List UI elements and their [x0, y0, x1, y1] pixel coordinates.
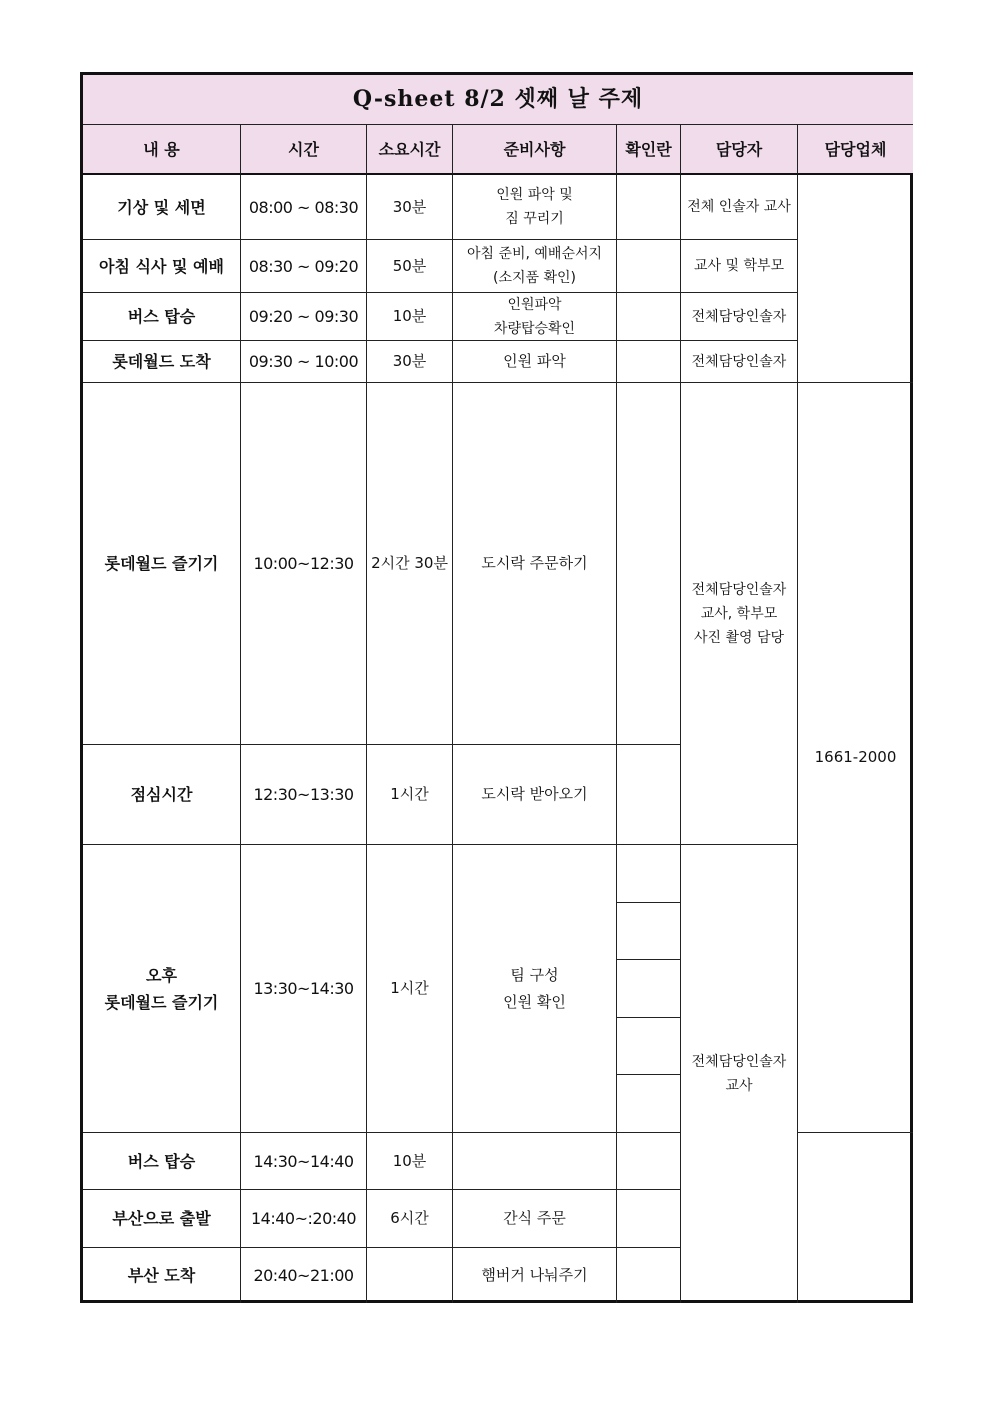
check-cell[interactable]: [617, 293, 681, 341]
vendor-cell: 1661-2000: [798, 383, 913, 1133]
staff-cell: 전체담당인솔자: [681, 293, 798, 341]
time-cell: 12:30~13:30: [241, 745, 367, 845]
staff-cell-group: 전체담당인솔자 교사: [681, 845, 798, 1303]
vendor-cell-empty: [798, 175, 913, 383]
staff-cell: 전체 인솔자 교사: [681, 175, 798, 240]
duration-cell: [367, 1248, 453, 1303]
header-prep: 준비사항: [453, 125, 617, 175]
check-cell[interactable]: [617, 175, 681, 240]
activity-cell: 버스 탑승: [83, 1133, 241, 1190]
check-cell[interactable]: [617, 240, 681, 293]
activity-cell: 롯데월드 즐기기: [83, 383, 241, 745]
header-staff: 담당자: [681, 125, 798, 175]
check-cell[interactable]: [617, 341, 681, 383]
vendor-cell-empty: [798, 1133, 913, 1303]
prep-cell: 인원 파악: [453, 341, 617, 383]
activity-cell: 기상 및 세면: [83, 175, 241, 240]
header-vendor: 담당업체: [798, 125, 913, 175]
duration-cell: 30분: [367, 175, 453, 240]
time-cell: 10:00~12:30: [241, 383, 367, 745]
header-activity: 내 용: [83, 125, 241, 175]
time-cell: 08:00 ~ 08:30: [241, 175, 367, 240]
activity-cell: 오후 롯데월드 즐기기: [83, 845, 241, 1133]
check-cell[interactable]: [617, 1018, 681, 1076]
activity-cell: 롯데월드 도착: [83, 341, 241, 383]
time-cell: 14:30~14:40: [241, 1133, 367, 1190]
activity-cell: 아침 식사 및 예배: [83, 240, 241, 293]
staff-cell: 교사 및 학부모: [681, 240, 798, 293]
duration-cell: 6시간: [367, 1190, 453, 1248]
check-cell[interactable]: [617, 745, 681, 845]
header-check: 확인란: [617, 125, 681, 175]
duration-cell: 2시간 30분: [367, 383, 453, 745]
sheet-title: Q-sheet 8/2 셋째 날 주제: [83, 75, 913, 125]
staff-cell-group: 전체담당인솔자 교사, 학부모 사진 촬영 담당: [681, 383, 798, 845]
time-cell: 14:40~:20:40: [241, 1190, 367, 1248]
prep-cell: 간식 주문: [453, 1190, 617, 1248]
check-cell[interactable]: [617, 960, 681, 1018]
check-cell[interactable]: [617, 903, 681, 961]
duration-cell: 30분: [367, 341, 453, 383]
duration-cell: 10분: [367, 293, 453, 341]
activity-cell: 버스 탑승: [83, 293, 241, 341]
check-cell[interactable]: [617, 383, 681, 745]
check-cell[interactable]: [617, 1190, 681, 1248]
time-cell: 20:40~21:00: [241, 1248, 367, 1303]
prep-cell: 인원파악 차량탑승확인: [453, 293, 617, 341]
prep-cell: 아침 준비, 예배순서지 (소지품 확인): [453, 240, 617, 293]
prep-cell: 도시락 받아오기: [453, 745, 617, 845]
activity-cell: 부산으로 출발: [83, 1190, 241, 1248]
check-cell[interactable]: [617, 1133, 681, 1190]
check-cell[interactable]: [617, 1075, 681, 1133]
prep-cell: 햄버거 나눠주기: [453, 1248, 617, 1303]
check-cell[interactable]: [617, 845, 681, 903]
q-sheet-table: [80, 72, 913, 1303]
prep-cell: [453, 1133, 617, 1190]
prep-cell: 팀 구성 인원 확인: [453, 845, 617, 1133]
time-cell: 08:30 ~ 09:20: [241, 240, 367, 293]
prep-cell: 도시락 주문하기: [453, 383, 617, 745]
duration-cell: 10분: [367, 1133, 453, 1190]
check-cell[interactable]: [617, 1248, 681, 1303]
duration-cell: 1시간: [367, 745, 453, 845]
staff-cell: 전체담당인솔자: [681, 341, 798, 383]
duration-cell: 50분: [367, 240, 453, 293]
time-cell: 09:30 ~ 10:00: [241, 341, 367, 383]
duration-cell: 1시간: [367, 845, 453, 1133]
activity-cell: 부산 도착: [83, 1248, 241, 1303]
header-duration: 소요시간: [367, 125, 453, 175]
time-cell: 09:20 ~ 09:30: [241, 293, 367, 341]
header-time: 시간: [241, 125, 367, 175]
activity-cell: 점심시간: [83, 745, 241, 845]
time-cell: 13:30~14:30: [241, 845, 367, 1133]
prep-cell: 인원 파악 및 짐 꾸리기: [453, 175, 617, 240]
